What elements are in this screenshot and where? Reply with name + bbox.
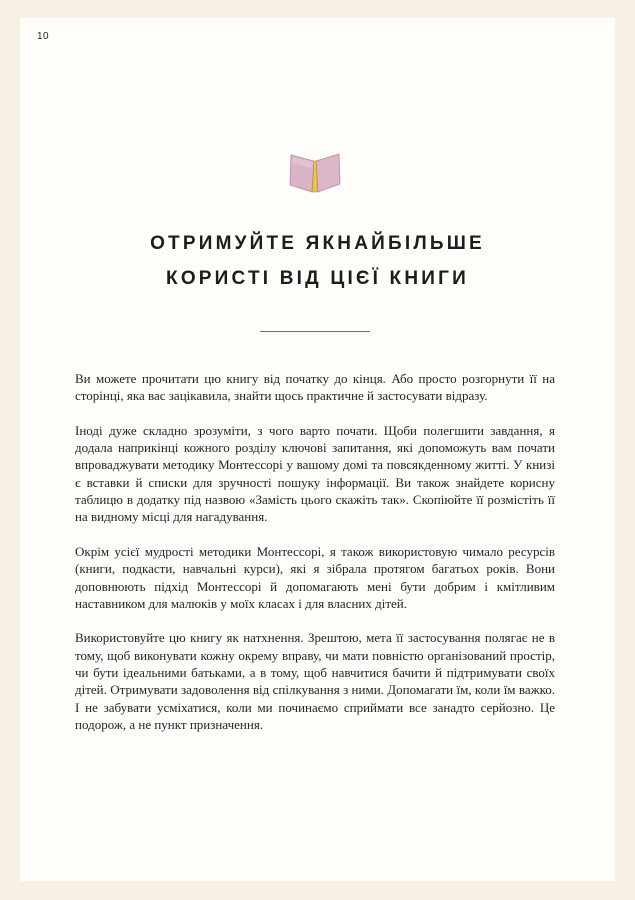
page-title [20,226,615,296]
title-line-1: ОТРИМУЙТЕ ЯКНАЙБІЛЬШЕ [150,233,485,254]
paragraph: Окрім усієї мудрості методики Монтессорі, я також використовую чимало ресурсів (книги, подкасти, навчальні курси), які я зібрала протягом багатьох років. Вони доповнюють підхід Монтессорі й допомагають мені бути добрим і кмітливим наставником для малюків у моїх класах і для власних дітей. [75,543,555,611]
title-line-2: КОРИСТІ ВІД ЦІЄЇ КНИГИ [166,268,469,289]
book-page [20,18,615,881]
paragraph: Використовуйте цю книгу як натхнення. Зрештою, мета її застосування полягає не в тому, щоб виконувати кожну окрему вправу, чи мати повністю організований простір, чи бути ідеальними батьками, а в тому, щоб навчитися бачити й підтримувати своїх дітей. Отримувати задоволення від спілкування з ними. Допомагати їм, коли їм важко. І не забувати усміхатися, коли ми починаємо сприймати все занадто серйозно. Це подорож, а не пункт призначення. [75,630,555,732]
page-number: 10 [37,31,50,42]
body-text [75,370,555,751]
open-book-icon [288,148,342,194]
title-divider [260,331,370,332]
paragraph: Іноді дуже складно зрозуміти, з чого варто почати. Щоби полегшити завдання, я додала наприкінці кожного розділу ключові запитання, які допоможуть вам почати впроваджувати методику Монтессорі у вашому домі та повсякденному житті. У книзі є вставки й списки для зручності пошуку інформації. Ви також знайдете корисну таблицю в додатку під назвою «Замість цього скажіть так». Скопіюйте її розмістіть її на видному місці для нагадування. [75,422,555,525]
paragraph: Ви можете прочитати цю книгу від початку до кінця. Або просто розгорнути її на сторінці, яка вас зацікавила, знайти щось практичне й застосувати відразу. [75,371,555,404]
